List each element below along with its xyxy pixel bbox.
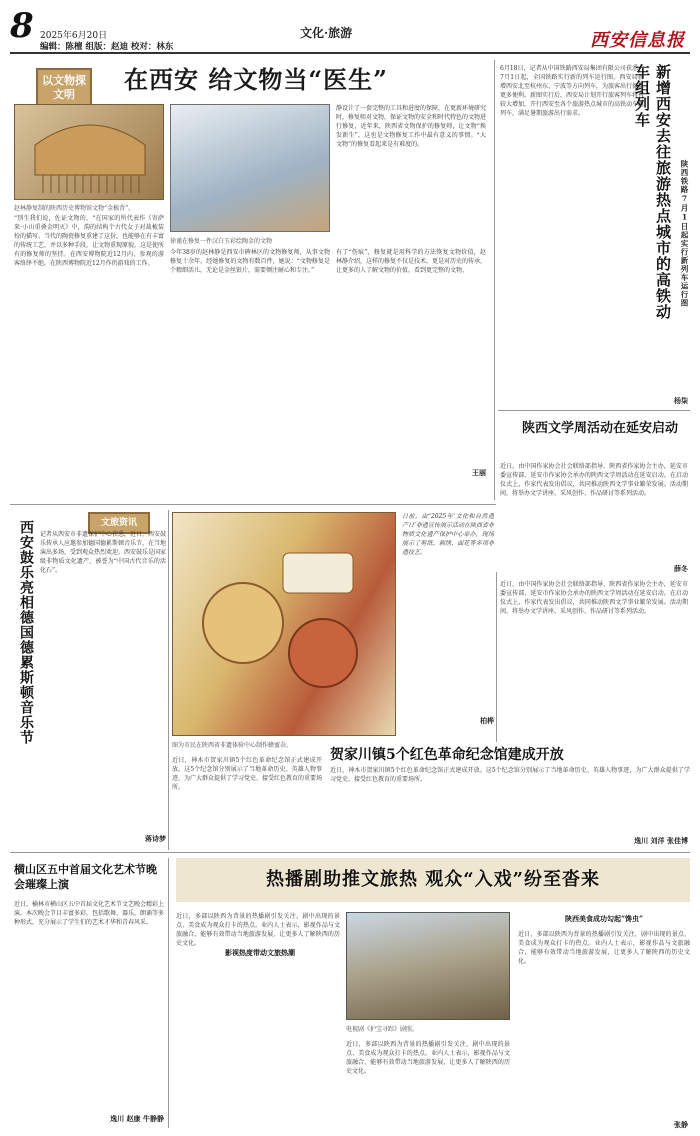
drama-text-2: 近日，多部以陕西为背景的热播剧引发关注，剧中出现的景点、美食成为观众打卡的热点。业内人士表示，影视作品与文旅融合，能够有效带动当地旅游发展，让更多人了解陕西的历史文化。: [346, 1041, 510, 1075]
column-divider: [494, 60, 495, 500]
red-base-headline: 贺家川镇5个红色革命纪念馆建成开放: [330, 747, 564, 763]
hengshan-headline: 横山区五中首届文化艺术节晚会璀璨上演: [14, 863, 157, 891]
comb-illustration: [15, 105, 165, 201]
page-number: 8: [10, 6, 34, 46]
railway-divider: [498, 410, 690, 411]
restorer-photo: [170, 104, 330, 232]
crafts-photo: [172, 512, 396, 736]
culture-week-text: 近日，由中国作家协会社会联络部指导、陕西省作家协会主办，延安市委宣传部、延安市作家协会承办的陕西文学周活动在延安启动。在启动仪式上，作家代表发出倡议，共同推动陕西文学事业繁荣发展。活动期间，将举办文学讲座、采风创作、作品研讨等系列活动。: [500, 463, 688, 497]
concert-divider: [168, 510, 169, 850]
feature-tag: 以文物探文明: [36, 68, 92, 108]
railway-subhead: 陕西铁路7月1日起实行新列车运行图: [680, 160, 689, 308]
lower-divider: [10, 852, 690, 853]
hengshan-text: 近日，榆林市横山区五中首届文化艺术节文艺晚会精彩上演。本次晚会节目丰富多彩，包括歌舞、器乐、朗诵等多种形式，充分展示了学生们的艺术才华和青春风采。: [14, 901, 164, 926]
red-base-author: 逸川 刘洋 张佳博: [634, 836, 688, 845]
drama-caption: 电视剧《护宝寻踪》剧照。: [346, 1026, 419, 1033]
drama-photo: [346, 912, 510, 1020]
comb-caption: 赵林静复制的陕西历史博物馆文物“金梳背”。: [14, 205, 135, 212]
drama-text: 近日，多部以陕西为背景的热播剧引发关注，剧中出现的景点、美食成为观众打卡的热点。业内人士表示，影视作品与文旅融合，能够有效带动当地旅游发展，让更多人了解陕西的历史文化。: [176, 913, 340, 947]
issue-date: 2025年6月20日: [40, 31, 108, 41]
feature-text-col3: 有了“伤痕”，修复就是用科学的方法恢复文物价值，赵林静介绍，这样的修复不仅是技术，更是对历史的传承，让更多的人了解文物的价值，看到更完整的文物。: [336, 249, 486, 274]
feature-headline: 在西安 给文物当“医生”: [124, 65, 388, 94]
red-base-text-lead: 近日，神木市贺家川镇5个红色革命纪念馆正式建成开放。这5个纪念馆分别展示了当地革命历史、英雄人物事迹，为广大群众提供了学习党史、接受红色教育的重要场所。: [172, 757, 322, 791]
crafts-illustration: [173, 513, 397, 737]
concert-headline: 西安鼓乐亮相德国德累斯顿音乐节: [18, 520, 34, 745]
right-divider: [496, 572, 497, 742]
mid-divider: [10, 504, 496, 505]
red-base-text: 近日，神木市贺家川镇5个红色革命纪念馆正式建成开放。这5个纪念馆分别展示了当地革命历史、英雄人物事迹，为广大群众提供了学习党史、接受红色教育的重要场所。: [330, 767, 690, 783]
drama-headline: 热播剧助推文旅热 观众“入戏”纷至沓来: [176, 858, 690, 902]
concert-author: 柏桦: [480, 716, 494, 725]
feature-text-col1: “别生我们说，佐证文物的，“在国家的所代表作《寄萨来·小山重叠金明灭》中，韵的结构个古代女子对裁梳装扮的描写。当代的陶瓷修复重建了这份，也能够在有丰富的传统工艺，并以多种手段，让文物重现原貌，这是使所有的修复师的坚持。在西安博物院近12月内，参观的游客络绎不绝。在陕西博物院近12月作仍游戏的工作。: [14, 215, 164, 267]
feature-author: 王丽: [472, 468, 486, 477]
comb-photo: [14, 104, 164, 200]
editor-credits: 编辑：陈檀 组版：赵迪 校对：林东: [40, 42, 174, 52]
railway-headline: 新增西安去往旅游热点城市的高铁动车组列车: [633, 64, 672, 320]
concert-author-2: 蒋诗梦: [145, 834, 166, 843]
drama-text-3: 近日，多部以陕西为背景的热播剧引发关注，剧中出现的景点、美食成为观众打卡的热点。业内人士表示，影视作品与文旅融合，能够有效带动当地旅游发展，让更多人了解陕西的历史文化。: [518, 931, 690, 965]
restorer-caption: 徐谨在修复一件汉白玉彩绘陶金的文物: [170, 238, 273, 245]
feature-text-col4: 今年38岁的赵林静是西安市碑林区的文物修复师，从事文物修复十余年，经她修复的文物有数百件，她说：“文物修复是个精细活儿，无论是金丝银片，需要倾注耐心和专注。”: [170, 249, 330, 274]
feature-text-col2: 静设计了一套完整的工具和进度的保障，在更新环境研究时，修复师对文物，保证文物的安全和时代特色的文物进行修复，近年来，陕西省文物保护的修复师，让文物“焕发新生”，这也是文物修复工作中最有意义的事情。“大文物”的修复看起来是有难度的。: [336, 105, 486, 148]
culture-week-author: 薛冬: [674, 564, 688, 573]
concert-side-text: 日前，由“2025年‘文化和自然遗产日’非遗宣传展示活动在陕西省非物质文化遗产保护中心举办，现场展示了剪纸、刺绣、面花等多项非遗技艺。: [402, 513, 494, 556]
hengshan-author: 逸川 赵康 牛静静: [110, 1114, 164, 1123]
header-rule: [10, 52, 690, 54]
railway-author: 杨柒: [674, 396, 688, 405]
crafts-caption: 图为市民在陕西省非遗体验中心制作蜂蜜杂。: [172, 742, 293, 749]
concert-text: 记者从西安市非遗保护中心获悉，近日，西安鼓乐传承人应邀参加德国德累斯顿音乐节，在当地演出多场，受到观众热烈欢迎。西安鼓乐是国家级非物质文化遗产，被誉为“中国古代音乐的活化石”。: [40, 531, 166, 574]
drama-subhead-1: 影视热度带动文旅热潮: [225, 948, 295, 957]
masthead-logo: 西安信息报: [590, 30, 685, 51]
concert-tag: 文旅资讯: [88, 512, 150, 534]
drama-subhead-2: 陕西美食成功勾起“馋虫”: [564, 914, 644, 923]
section-title: 文化·旅游: [300, 26, 353, 40]
bottom-divider: [168, 858, 169, 1128]
culture-week-text-2: 近日，由中国作家协会社会联络部指导、陕西省作家协会主办，延安市委宣传部、延安市作家协会承办的陕西文学周活动在延安启动。在启动仪式上，作家代表发出倡议，共同推动陕西文学事业繁荣发展。活动期间，将举办文学讲座、采风创作、作品研讨等系列活动。: [500, 581, 688, 615]
culture-week-headline: 陕西文学周活动在延安启动: [521, 421, 678, 436]
railway-text: 6月18日，记者从中国铁路西安局集团有限公司获悉，7月1日起，全国铁路实行新的列车运行图。西安局新增西安北至杭州东、宁波等方向列车，为旅客出行提供更多便利。新图实行后，西安局计划开行旅客列车将有较大增加，开行西安至各个旅游热点城市的高铁动车组列车，满足暑期旅游出行需求。: [500, 65, 644, 117]
drama-author: 张静: [674, 1120, 688, 1129]
